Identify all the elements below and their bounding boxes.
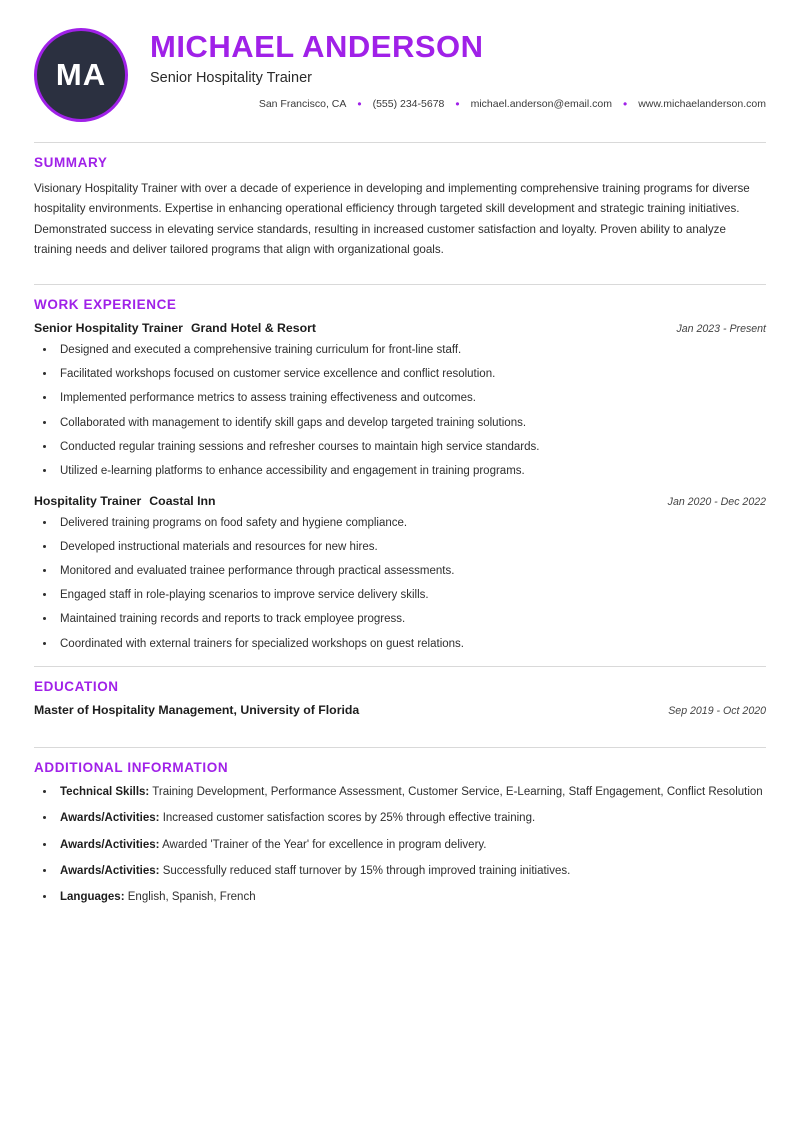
contact-separator-icon: • (357, 97, 362, 112)
job-title-subtitle: Senior Hospitality Trainer (150, 70, 312, 87)
contact-website[interactable]: www.michaelanderson.com (638, 98, 766, 111)
experience-bullet-list (34, 515, 766, 653)
avatar (34, 28, 128, 122)
experience-entry (34, 321, 766, 480)
info-label: Languages: (60, 891, 125, 904)
resume-header (34, 26, 766, 132)
section-additional-information (34, 748, 766, 906)
experience-role-company (34, 494, 216, 508)
education-entry (34, 703, 766, 717)
additional-info-list (34, 784, 766, 906)
info-value: English, Spanish, French (127, 891, 256, 904)
info-label: Awards/Activities: (60, 864, 160, 877)
list-item: • Developed instructional materials and resources for new hires. (56, 539, 766, 556)
list-item: • Engaged staff in role-playing scenarios to improve service delivery skills. (56, 587, 766, 604)
info-value: Awarded 'Trainer of the Year' for excellence in program delivery. (162, 838, 487, 851)
info-value: Increased customer satisfaction scores by 25% through effective training. (162, 812, 536, 825)
experience-company: Grand Hotel & Resort (190, 321, 317, 336)
experience-entry-header (34, 494, 766, 508)
education-dates: Sep 2019 - Oct 2020 (668, 705, 766, 718)
contact-row (150, 98, 766, 110)
section-title-education: EDUCATION (34, 679, 119, 695)
info-label: Awards/Activities: (60, 812, 160, 825)
experience-company: Coastal Inn (149, 493, 216, 508)
list-item: • Facilitated workshops focused on customer service excellence and conflict resolution. (56, 366, 766, 383)
list-item (56, 837, 766, 854)
list-item: • Coordinated with external trainers for specialized workshops on guest relations. (56, 636, 766, 653)
list-item: • Designed and executed a comprehensive training curriculum for front-line staff. (56, 342, 766, 359)
list-item: • Implemented performance metrics to assess training effectiveness and outcomes. (56, 390, 766, 407)
section-education (34, 667, 766, 737)
list-item: • Conducted regular training sessions and refresher courses to maintain high service standards. (56, 439, 766, 456)
list-item: • Utilized e-learning platforms to enhance accessibility and engagement in training programs. (56, 463, 766, 480)
summary-text: Visionary Hospitality Trainer with over a decade of experience in developing and implementing comprehensive training programs for diverse hospitality environments. Expertise in enhancing operational efficiency through targeted skill development and strategic training initiatives. Demonstrated success in elevating service standards, resulting in increased customer satisfaction and loyalty. Proven ability to analyze training needs and deliver tailored programs that align with organizational goals. (34, 182, 750, 256)
section-summary (34, 143, 766, 274)
list-item: • Delivered training programs on food safety and hygiene compliance. (56, 515, 766, 532)
experience-entry (34, 494, 766, 653)
experience-role: Senior Hospitality Trainer (34, 321, 183, 336)
info-value: Successfully reduced staff turnover by 15% through improved training initiatives. (162, 864, 571, 877)
contact-phone[interactable]: (555) 234-5678 (372, 98, 445, 111)
section-work-experience (34, 285, 766, 652)
contact-separator-icon: • (622, 97, 628, 112)
contact-separator-icon: • (455, 97, 460, 112)
experience-dates: Jan 2023 - Present (676, 323, 766, 336)
list-item: • Collaborated with management to identify skill gaps and develop targeted training solutions. (56, 415, 766, 432)
list-item: • Monitored and evaluated trainee performance through practical assessments. (56, 563, 766, 580)
experience-role: Hospitality Trainer (34, 493, 142, 508)
contact-location: San Francisco, CA (258, 98, 347, 111)
list-item: • Maintained training records and reports to track employee progress. (56, 611, 766, 628)
experience-entry-header (34, 321, 766, 335)
list-item (56, 863, 766, 880)
list-item (56, 810, 766, 827)
experience-role-company (34, 321, 316, 335)
page-title: MICHAEL ANDERSON (150, 29, 484, 64)
list-item (56, 784, 766, 801)
avatar-initials: MA (55, 57, 107, 92)
section-title-work-experience: WORK EXPERIENCE (34, 297, 177, 313)
section-title-summary: SUMMARY (34, 155, 108, 170)
info-label: Awards/Activities: (60, 838, 160, 851)
contact-email[interactable]: michael.anderson@email.com (470, 98, 612, 111)
section-title-additional-information: ADDITIONAL INFORMATION (34, 760, 229, 776)
list-item (56, 889, 766, 906)
header-text-block (150, 26, 766, 110)
info-label: Technical Skills: (60, 786, 150, 799)
info-value: Training Development, Performance Assessment, Customer Service, E-Learning, Staff Engagement, Conflict Resolution (152, 786, 763, 799)
experience-bullet-list (34, 342, 766, 480)
education-degree: Master of Hospitality Management, University of Florida (34, 703, 360, 718)
experience-dates: Jan 2020 - Dec 2022 (667, 495, 766, 508)
